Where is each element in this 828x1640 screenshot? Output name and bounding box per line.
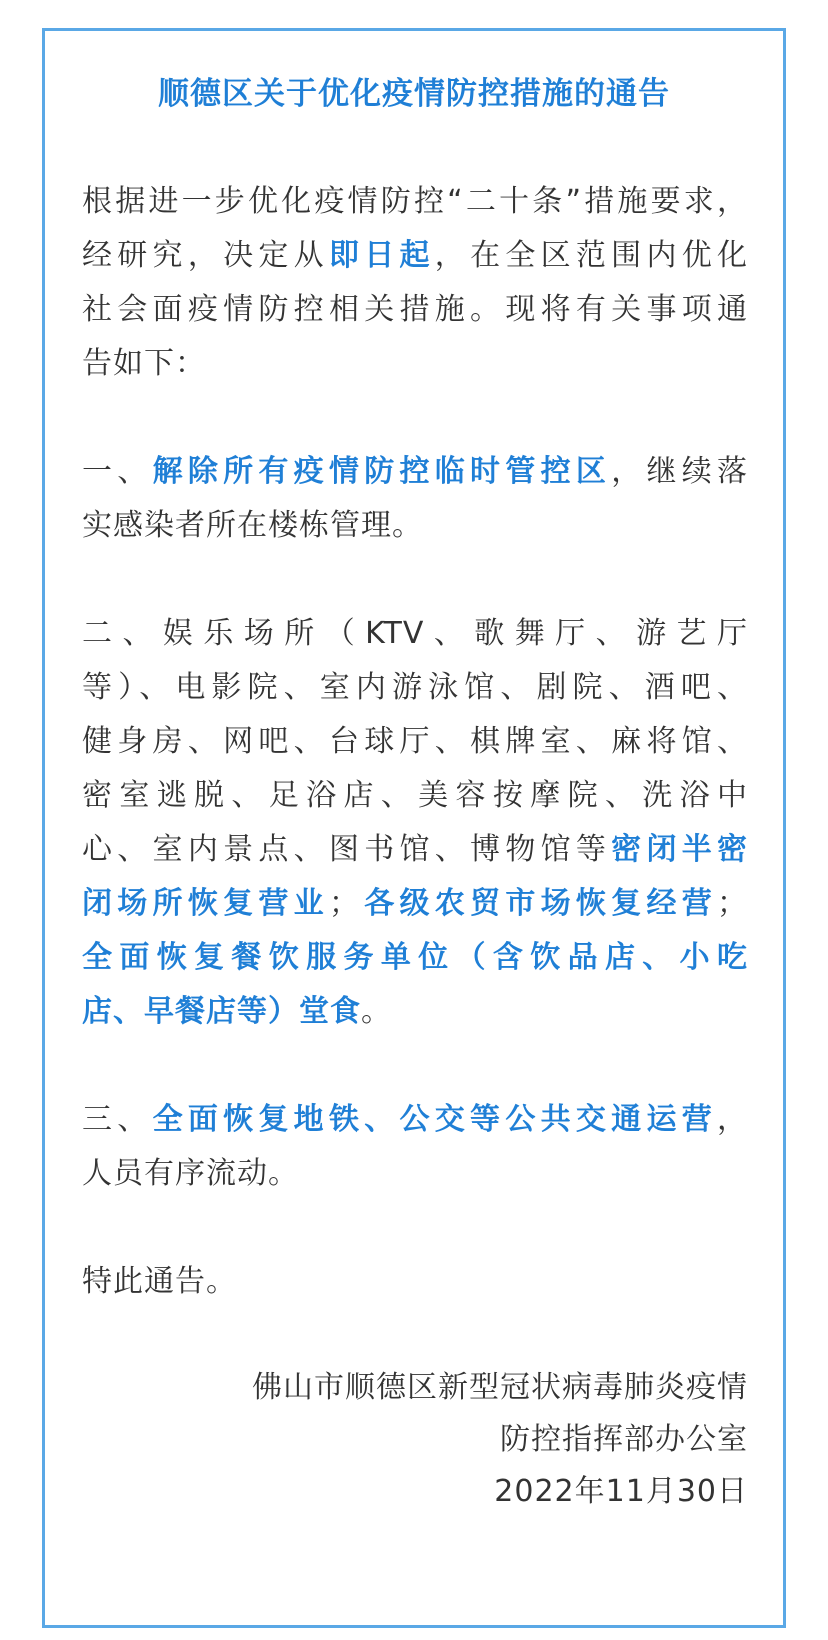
text: 经研究，决定从 bbox=[82, 238, 329, 273]
highlight-text: 各级农贸市场恢复经营 bbox=[359, 886, 718, 921]
text: ； bbox=[717, 886, 749, 921]
text: 告如下： bbox=[82, 346, 206, 381]
text: ； bbox=[328, 886, 360, 921]
text: 社会面疫情防控相关措施。现将有关事项通 bbox=[82, 292, 748, 327]
item2-line-4 bbox=[82, 776, 748, 816]
text: 健身房、网吧、台球厅、棋牌室、麻将馆、 bbox=[82, 724, 748, 759]
item2-line-7 bbox=[82, 938, 748, 978]
text: ，在全区范围内优化 bbox=[434, 238, 749, 273]
text: 根据进一步优化疫情防控“二十条”措施要求， bbox=[82, 184, 748, 219]
text: 人员有序流动。 bbox=[82, 1156, 299, 1191]
intro-line-1 bbox=[82, 182, 748, 222]
highlight-text: 全面恢复餐饮服务单位（含饮品店、小吃 bbox=[82, 940, 748, 975]
text: ， bbox=[717, 1102, 749, 1137]
intro-line-4 bbox=[82, 344, 748, 384]
text: 二、娱乐场所（KTV、歌舞厅、游艺厅 bbox=[82, 616, 748, 651]
highlight-text: 即日起 bbox=[328, 238, 435, 273]
text: 实感染者所在楼栋管理。 bbox=[82, 508, 423, 543]
text: ，继续落 bbox=[611, 454, 749, 489]
item1-line-1 bbox=[82, 452, 748, 492]
item1-line-2 bbox=[82, 506, 748, 546]
item2-line-3 bbox=[82, 722, 748, 762]
notice-title: 顺德区关于优化疫情防控措施的通告 bbox=[158, 76, 670, 112]
item2-line-2 bbox=[82, 668, 748, 708]
highlight-text: 全面恢复地铁、公交等公共交通运营 bbox=[152, 1102, 718, 1137]
highlight-text: 店、早餐店等）堂食 bbox=[82, 994, 361, 1029]
closing-text: 特此通告。 bbox=[82, 1264, 237, 1299]
highlight-text: 密闭半密 bbox=[611, 832, 749, 867]
item2-line-1 bbox=[82, 614, 748, 654]
item2-line-6 bbox=[82, 884, 748, 924]
item3-line-1 bbox=[82, 1100, 748, 1140]
text: 三、 bbox=[82, 1102, 153, 1137]
highlight-text: 解除所有疫情防控临时管控区 bbox=[152, 454, 612, 489]
item3-line-2 bbox=[82, 1154, 748, 1194]
text: 一、 bbox=[82, 454, 153, 489]
highlight-text: 闭场所恢复营业 bbox=[82, 886, 329, 921]
signature-date: 2022年11月30日 bbox=[494, 1474, 748, 1509]
text: 。 bbox=[361, 994, 392, 1029]
text: 密室逃脱、足浴店、美容按摩院、洗浴中 bbox=[82, 778, 748, 813]
intro-line-2 bbox=[82, 236, 748, 276]
intro-line-3 bbox=[82, 290, 748, 330]
signature-org-line-2: 防控指挥部办公室 bbox=[500, 1422, 748, 1457]
text: 等）、电影院、室内游泳馆、剧院、酒吧、 bbox=[82, 670, 748, 705]
item2-line-8 bbox=[82, 992, 748, 1032]
item2-line-5 bbox=[82, 830, 748, 870]
signature-org-line-1: 佛山市顺德区新型冠状病毒肺炎疫情 bbox=[252, 1370, 748, 1405]
text: 心、室内景点、图书馆、博物馆等 bbox=[82, 832, 612, 867]
